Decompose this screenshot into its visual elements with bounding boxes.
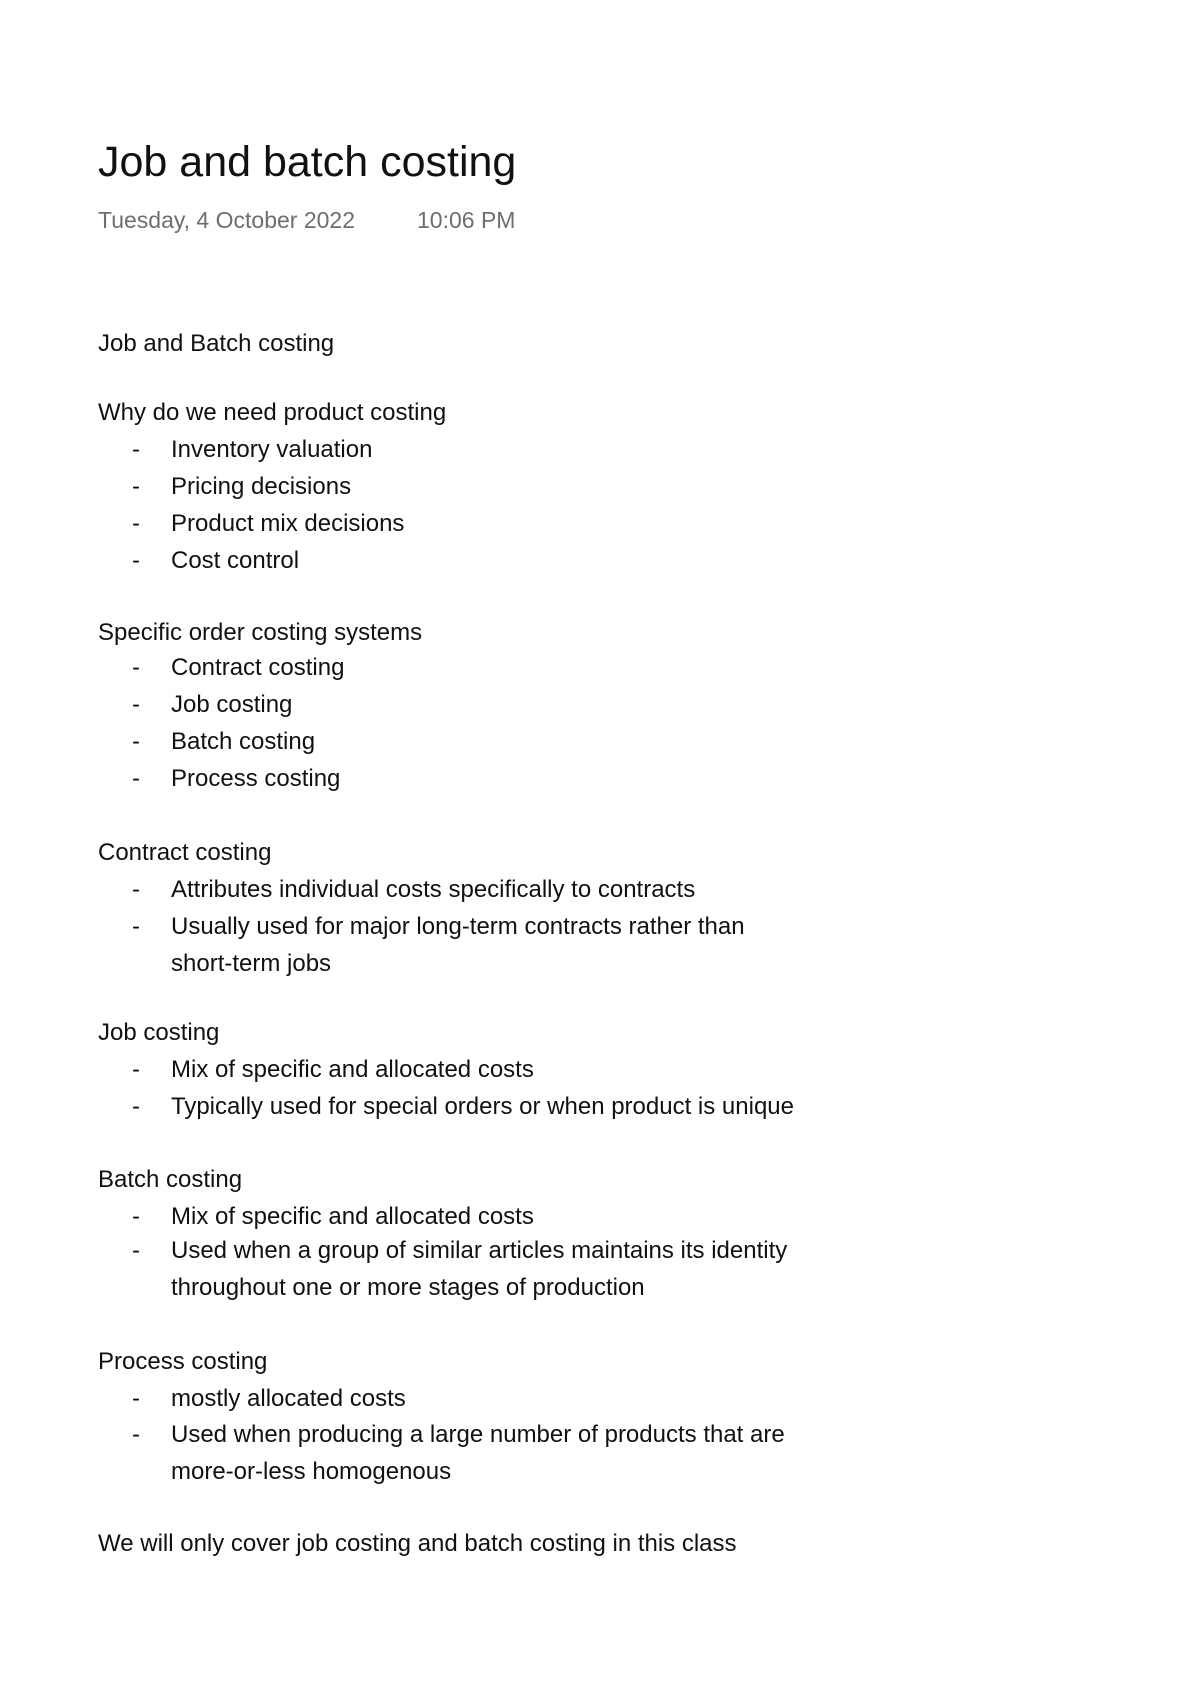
bullet-dash: - [132,436,140,463]
section-heading: Contract costing [98,839,272,866]
list-item [132,1092,794,1122]
bullet-dash: - [132,654,140,681]
list-item-text: Pricing decisions [171,473,352,500]
list-item [132,912,745,942]
list-item [132,1202,534,1232]
list-item-text: Mix of specific and allocated costs [171,1056,534,1083]
list-item [132,875,695,905]
list-item [132,546,299,576]
list-item [132,1384,406,1414]
list-item-text: mostly allocated costs [171,1385,406,1412]
list-item [132,727,315,757]
bullet-dash: - [132,547,140,574]
list-item-text: Product mix decisions [171,510,405,537]
section-heading: Process costing [98,1348,268,1375]
list-item-text: Inventory valuation [171,436,373,463]
list-item [132,1055,534,1085]
note-timestamp [98,206,515,234]
page-title: Job and batch costing [98,138,517,186]
list-item [132,653,344,683]
list-item-text: Process costing [171,765,341,792]
list-item-text: Mix of specific and allocated costs [171,1203,534,1230]
bullet-dash: - [132,1385,140,1412]
section-heading: Specific order costing systems [98,619,423,646]
bullet-dash: - [132,1056,140,1083]
list-item [132,435,372,465]
bullet-dash: - [132,1237,140,1264]
bullet-dash: - [132,1421,140,1448]
list-item [132,509,404,539]
list-item-continuation: short-term jobs [171,950,332,977]
list-item [132,690,292,720]
section-heading: Why do we need product costing [98,399,447,426]
list-item [132,1420,785,1450]
note-date: Tuesday, 4 October 2022 [98,207,355,233]
bullet-dash: - [132,876,140,903]
bullet-dash: - [132,728,140,755]
bullet-dash: - [132,510,140,537]
list-item [132,472,351,502]
list-item-text: Typically used for special orders or when product is unique [171,1093,794,1120]
section-heading: Job costing [98,1019,220,1046]
list-item [132,764,340,794]
bullet-dash: - [132,913,140,940]
intro-line: Job and Batch costing [98,330,335,357]
list-item [132,1236,787,1266]
bullet-dash: - [132,691,140,718]
section-heading: Batch costing [98,1166,243,1193]
list-item-text: Used when producing a large number of products that are [171,1421,785,1448]
bullet-dash: - [132,473,140,500]
list-item-continuation: more-or-less homogenous [171,1458,452,1485]
list-item-text: Batch costing [171,728,316,755]
list-item-text: Used when a group of similar articles maintains its identity [171,1237,788,1264]
list-item-continuation: throughout one or more stages of production [171,1274,645,1301]
list-item-text: Attributes individual costs specifically to contracts [171,876,696,903]
closing-line: We will only cover job costing and batch costing in this class [98,1530,737,1557]
note-time: 10:06 PM [417,207,516,233]
list-item-text: Job costing [171,691,293,718]
list-item-text: Contract costing [171,654,345,681]
bullet-dash: - [132,1093,140,1120]
list-item-text: Cost control [171,547,300,574]
bullet-dash: - [132,1203,140,1230]
bullet-dash: - [132,765,140,792]
list-item-text: Usually used for major long-term contracts rather than [171,913,745,940]
